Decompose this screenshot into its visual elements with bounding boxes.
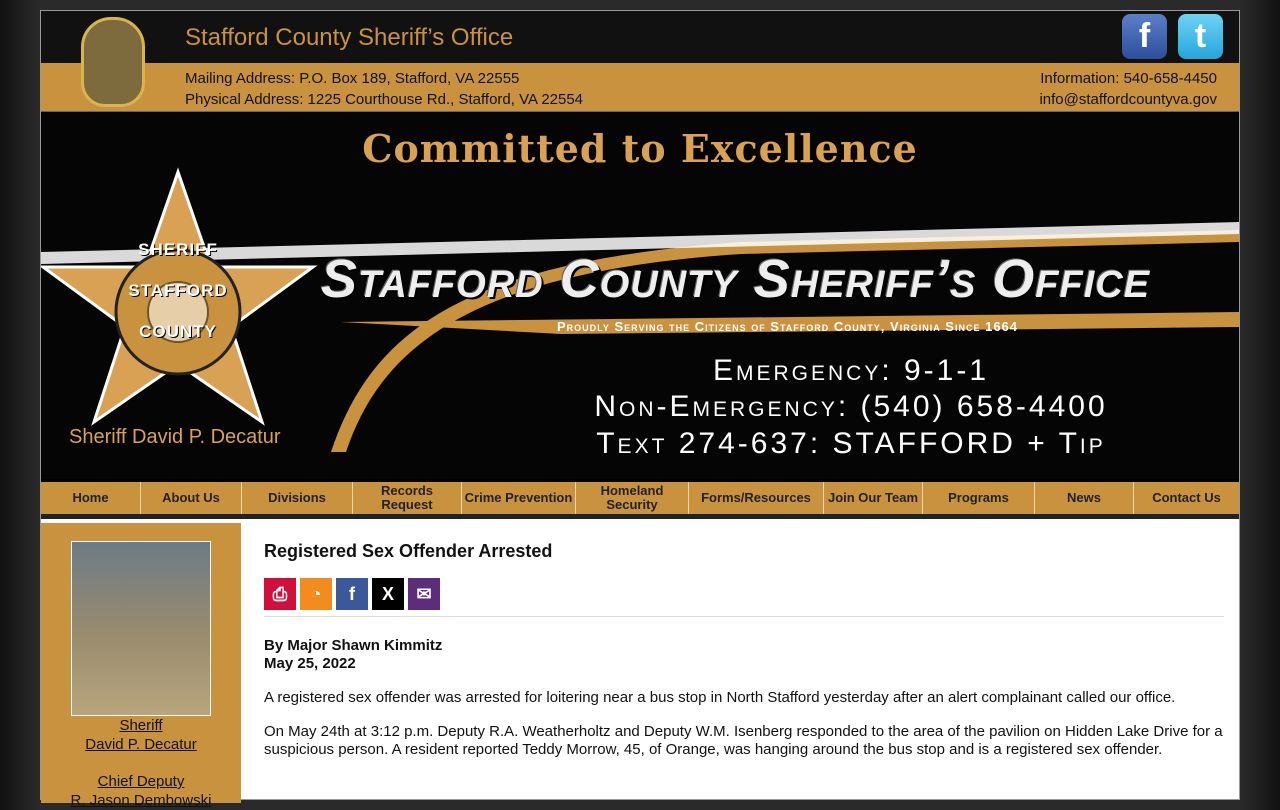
facebook-share-icon[interactable]: f: [336, 578, 368, 610]
non-emergency-number: Non-Emergency: (540) 658-4400: [594, 390, 1108, 423]
nav-crime-prevention[interactable]: Crime Prevention: [462, 482, 576, 514]
page: [40, 10, 1240, 809]
physical-address: Physical Address: 1225 Courthouse Rd., Stafford, VA 22554: [185, 91, 584, 108]
star-badge-text: SHERIFF STAFFORD COUNTY: [128, 240, 228, 341]
nav-records-request[interactable]: Records Request: [353, 482, 462, 514]
article-paragraph: A registered sex offender was arrested for loitering near a bus stop in North Stafford yesterday after an alert complainant called our office.: [264, 689, 1176, 706]
mailing-address: Mailing Address: P.O. Box 189, Stafford, VA 22555: [185, 70, 520, 87]
nav-forms-resources[interactable]: Forms/Resources: [689, 482, 824, 514]
share-bar: [264, 578, 1224, 617]
banner-title: Stafford County Sheriff’s Office: [321, 249, 1151, 309]
nav-contact-us[interactable]: Contact Us: [1152, 490, 1221, 505]
text-tip-line: Text 274-637: STAFFORD + Tip: [596, 427, 1106, 460]
sheriff-name-link[interactable]: David P. Decatur: [85, 736, 197, 753]
article-paragraph: On May 24th at 3:12 p.m. Deputy R.A. Weatherholtz and Deputy W.M. Isenberg responded to the area of the pavilion on Hidden Lake Drive for a suspicious person. A resident reported Teddy Morrow, 45, of Orange, was hanging around the bus stop and is a registered sex offender.: [264, 723, 1223, 758]
info-email[interactable]: info@staffordcountyva.gov: [1039, 91, 1217, 108]
site-header: [41, 11, 1239, 111]
nav-homeland-security[interactable]: Homeland Security: [576, 482, 689, 514]
chief-deputy-title-link[interactable]: Chief Deputy: [97, 773, 185, 790]
info-phone: Information: 540-658-4450: [1040, 70, 1217, 87]
banner-sheriff-name: Sheriff David P. Decatur: [69, 426, 281, 448]
comment-icon[interactable]: ✉: [408, 578, 440, 610]
nav-programs[interactable]: Programs: [923, 482, 1035, 514]
nav-about-us[interactable]: About Us: [141, 482, 242, 514]
twitter-icon[interactable]: t: [1178, 14, 1223, 59]
article-author: By Major Shawn Kimmitz: [264, 637, 443, 654]
article-date: May 25, 2022: [264, 655, 356, 672]
x-share-icon[interactable]: X: [372, 578, 404, 610]
article-title: Registered Sex Offender Arrested: [264, 541, 553, 561]
sidebar: [41, 523, 241, 809]
rss-icon[interactable]: ◔: [300, 578, 332, 610]
nav-divisions[interactable]: Divisions: [242, 482, 353, 514]
print-icon[interactable]: ⎙: [264, 578, 296, 610]
sheriff-title-link[interactable]: Sheriff: [119, 717, 163, 734]
sheriff-photo: [71, 541, 211, 716]
nav-join-our-team[interactable]: Join Our Team: [824, 482, 923, 514]
sheriff-patch-logo[interactable]: [81, 17, 145, 107]
motto: Committed to Excellence: [362, 126, 918, 171]
nav-news[interactable]: News: [1035, 482, 1134, 514]
facebook-icon[interactable]: f: [1122, 14, 1167, 59]
main-nav: [41, 479, 1239, 519]
banner-subtitle: Proudly Serving the Citizens of Stafford County, Virginia Since 1664: [557, 319, 1019, 334]
article: [264, 541, 1224, 775]
site-title: Stafford County Sheriff’s Office: [185, 24, 514, 51]
hero-banner: [41, 111, 1239, 479]
nav-home[interactable]: Home: [41, 482, 141, 514]
emergency-number: Emergency: 9-1-1: [712, 354, 990, 387]
chief-deputy-name-link[interactable]: R. Jason Dembowski: [70, 792, 212, 809]
